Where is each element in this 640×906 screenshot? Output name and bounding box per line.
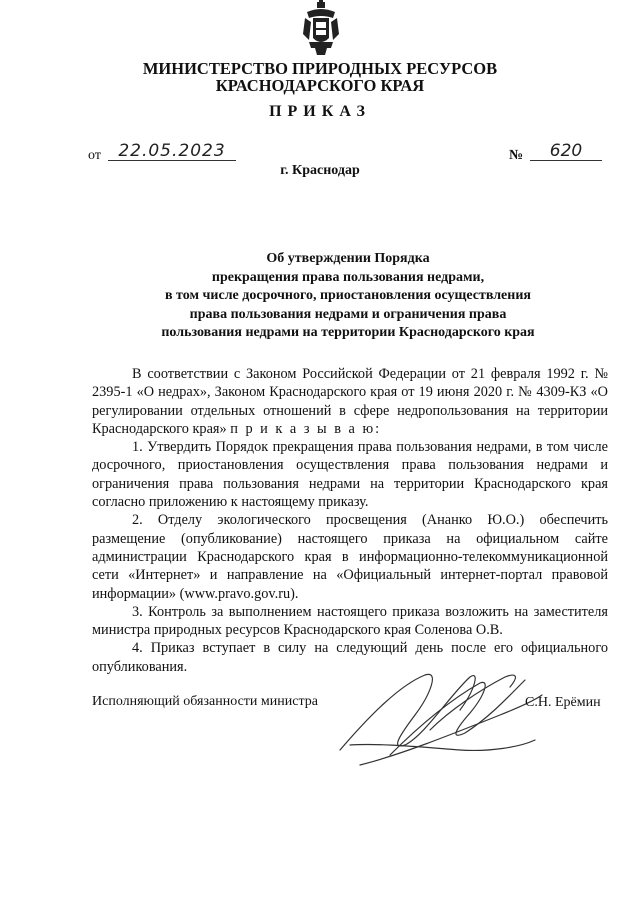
order-item-1: 1. Утвердить Порядок прекращения права пользования недрами, в том числе досрочного, приостановления осуществления права пользования недрами и ограничения права пользования недрами на территории Краснодарского края согласно приложению к настоящему приказу. [92, 439, 608, 511]
title-line: пользования недрами на территории Краснодарского края [161, 325, 535, 340]
preamble-paragraph [92, 365, 608, 438]
coat-of-arms-icon [301, 0, 341, 56]
document-title [0, 250, 640, 343]
city: г. Краснодар [280, 163, 360, 178]
title-line: права пользования недрами и ограничения права [189, 306, 507, 322]
ministry-name-line1: МИНИСТЕРСТВО ПРИРОДНЫХ РЕСУРСОВ [142, 59, 498, 78]
signatory-name: С.Н. Ерёмин [525, 695, 601, 710]
number-label: № [509, 148, 524, 163]
ministry-name-line2: КРАСНОДАРСКОГО КРАЯ [215, 76, 425, 95]
preamble-text: В соответствии с Законом Российской Федерации от 21 февраля 1992 г. № 2395-1 «О недрах», Законом Краснодарского края от 19 июня 2020 г. № 4309-КЗ «О регулировании отдельных отношений в сфере недропользования на территории Краснодарского края» [92, 366, 608, 437]
handwritten-signature [330, 655, 550, 775]
title-line: прекращения права пользования недрами, [211, 269, 485, 285]
number-value: 620 [530, 141, 602, 161]
order-item-2: 2. Отделу экологического просвещения (Ананко Ю.О.) обеспечить размещение (опубликование) настоящего приказа на официальном сайте администрации Краснодарского края в информационно-телекоммуникационной сети «Интернет» и направление на «Официальный интернет-портал правовой информации» (www.pravo.gov.ru). [92, 512, 608, 602]
date-label: от [88, 148, 101, 163]
order-word: п р и к а з ы в а ю: [230, 420, 382, 437]
title-line: в том числе досрочного, приостановления осуществления [165, 288, 531, 303]
title-line: Об утверждении Порядка [266, 251, 430, 266]
document-body [92, 365, 608, 676]
document-type: ПРИКАЗ [269, 103, 371, 120]
date-value: 22.05.2023 [108, 141, 236, 161]
signatory-role: Исполняющий обязанности министра [92, 694, 318, 709]
order-item-3: 3. Контроль за выполнением настоящего приказа возложить на заместителя министра природных ресурсов Краснодарского края Соленова О.В. [92, 603, 608, 639]
order-item-4: 4. Приказ вступает в силу на следующий день после его официального опубликования. [92, 640, 608, 675]
